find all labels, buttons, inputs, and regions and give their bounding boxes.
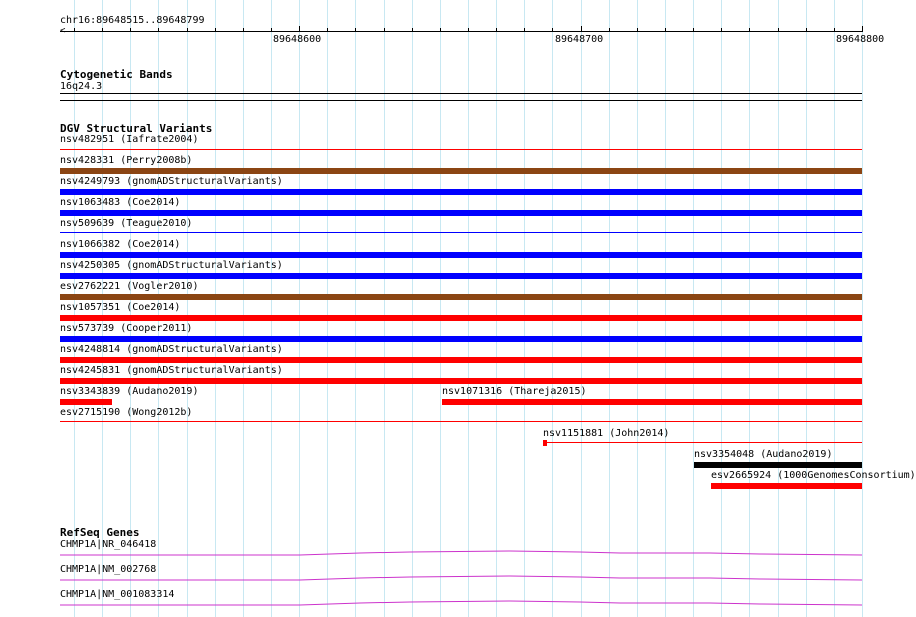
refseq-gene-model[interactable]: [60, 550, 862, 558]
refseq-gene-line: [60, 551, 862, 555]
ruler-minor-tick: [187, 28, 188, 32]
track-title-refseq-genes[interactable]: RefSeq Genes: [60, 526, 140, 539]
dgv-feature-label: nsv4248814 (gnomADStructuralVariants): [60, 344, 283, 355]
ruler-minor-tick: [327, 28, 328, 32]
dgv-feature-bar[interactable]: [60, 210, 862, 216]
dgv-feature-bar[interactable]: [60, 294, 862, 300]
refseq-gene-line: [60, 576, 862, 580]
track-title-dgv-structural-variants[interactable]: DGV Structural Variants: [60, 122, 213, 135]
ruler-minor-tick: [749, 28, 750, 32]
ruler-minor-tick: [609, 28, 610, 32]
ruler-minor-tick: [806, 28, 807, 32]
dgv-feature-bar[interactable]: [60, 315, 862, 321]
ruler-minor-tick: [130, 28, 131, 32]
ruler-minor-tick: [552, 28, 553, 32]
ruler-minor-tick: [271, 28, 272, 32]
dgv-feature-bar[interactable]: [60, 189, 862, 195]
dgv-feature-bar[interactable]: [60, 168, 862, 174]
dgv-feature-bar[interactable]: [60, 421, 862, 422]
dgv-feature-label: nsv573739 (Cooper2011): [60, 323, 193, 334]
ruler-minor-tick: [412, 28, 413, 32]
dgv-feature-label: nsv3343839 (Audano2019): [60, 386, 199, 397]
ruler-minor-tick: [524, 28, 525, 32]
ruler-major-tick: [299, 26, 300, 32]
ruler-minor-tick: [496, 28, 497, 32]
track-divider: [60, 100, 862, 101]
dgv-feature-bar[interactable]: [543, 442, 862, 443]
ruler-tick-label: 89648800: [836, 34, 885, 45]
dgv-feature-bar[interactable]: [442, 399, 862, 405]
dgv-feature-label: esv2715190 (Wong2012b): [60, 407, 193, 418]
dgv-feature-label: esv2762221 (Vogler2010): [60, 281, 199, 292]
refseq-gene-label: CHMP1A|NR_046418: [60, 539, 157, 550]
ruler-minor-tick: [721, 28, 722, 32]
dgv-feature-label: nsv4249793 (gnomADStructuralVariants): [60, 176, 283, 187]
refseq-gene-label: CHMP1A|NM_002768: [60, 564, 157, 575]
ruler-minor-tick: [243, 28, 244, 32]
ruler-major-tick: [581, 26, 582, 32]
track-title-cytogenetic-bands[interactable]: Cytogenetic Bands: [60, 68, 173, 81]
dgv-feature-cap[interactable]: [543, 440, 547, 446]
dgv-feature-bar[interactable]: [60, 252, 862, 258]
dgv-feature-label: nsv4245831 (gnomADStructuralVariants): [60, 365, 283, 376]
ruler-tick-label: 89648700: [555, 34, 604, 45]
ruler-minor-tick: [778, 28, 779, 32]
dgv-feature-label: nsv1066382 (Coe2014): [60, 239, 181, 250]
dgv-feature-bar[interactable]: [711, 483, 862, 489]
dgv-feature-bar[interactable]: [60, 378, 862, 384]
dgv-feature-label: nsv509639 (Teague2010): [60, 218, 193, 229]
ruler-minor-tick: [355, 28, 356, 32]
ruler-minor-tick: [74, 28, 75, 32]
ruler-minor-tick: [384, 28, 385, 32]
dgv-feature-bar[interactable]: [60, 336, 862, 342]
refseq-gene-model[interactable]: [60, 600, 862, 608]
locus-label: chr16:89648515..89648799: [60, 15, 205, 26]
dgv-feature-label: esv2665924 (1000GenomesConsortium): [711, 470, 916, 481]
dgv-feature-label: nsv1063483 (Coe2014): [60, 197, 181, 208]
dgv-feature-bar[interactable]: [694, 462, 862, 468]
grid-line: [862, 0, 863, 617]
ruler-minor-tick: [693, 28, 694, 32]
dgv-feature-label: nsv428331 (Perry2008b): [60, 155, 193, 166]
ruler-minor-tick: [637, 28, 638, 32]
ruler-minor-tick: [468, 28, 469, 32]
dgv-feature-bar[interactable]: [60, 232, 862, 233]
dgv-feature-label: nsv3354048 (Audano2019): [694, 449, 833, 460]
ruler-minor-tick: [665, 28, 666, 32]
refseq-gene-label: CHMP1A|NM_001083314: [60, 589, 175, 600]
refseq-gene-line: [60, 601, 862, 605]
ruler-axis: [60, 31, 862, 32]
dgv-feature-label: nsv1057351 (Coe2014): [60, 302, 181, 313]
dgv-feature-label: nsv1071316 (Thareja2015): [442, 386, 587, 397]
cytoband-label: 16q24.3: [60, 81, 103, 92]
ruler-minor-tick: [215, 28, 216, 32]
dgv-feature-bar[interactable]: [60, 149, 862, 150]
dgv-feature-label: nsv482951 (Iafrate2004): [60, 134, 199, 145]
cytoband-feature[interactable]: [60, 93, 862, 94]
refseq-gene-model[interactable]: [60, 575, 862, 583]
ruler-minor-tick: [440, 28, 441, 32]
dgv-feature-bar[interactable]: [60, 357, 862, 363]
ruler-tick-label: 89648600: [273, 34, 322, 45]
dgv-feature-bar[interactable]: [60, 273, 862, 279]
dgv-feature-label: nsv4250305 (gnomADStructuralVariants): [60, 260, 283, 271]
ruler-minor-tick: [102, 28, 103, 32]
dgv-feature-bar[interactable]: [60, 399, 112, 405]
ruler-minor-tick: [158, 28, 159, 32]
ruler-major-tick: [862, 26, 863, 32]
ruler-minor-tick: [834, 28, 835, 32]
dgv-feature-label: nsv1151881 (John2014): [543, 428, 670, 439]
